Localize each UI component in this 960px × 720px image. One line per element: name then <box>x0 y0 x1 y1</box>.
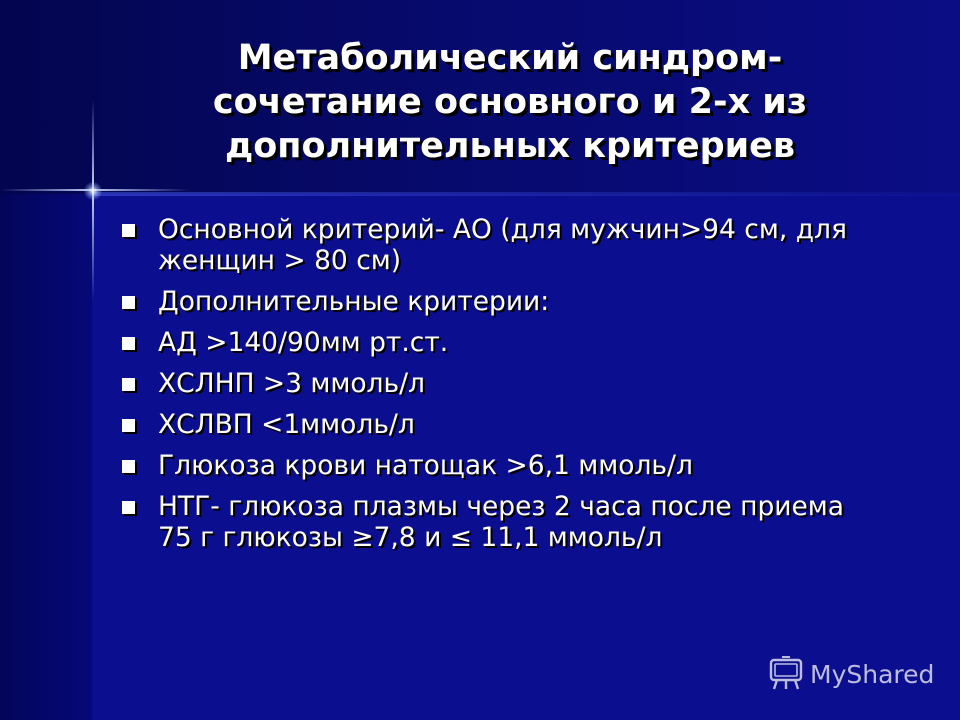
presentation-board-icon <box>768 656 804 692</box>
watermark-text: MyShared <box>810 659 935 689</box>
square-bullet-icon <box>122 296 135 309</box>
slide-title <box>100 36 920 168</box>
list-item-text: Основной критерий- АО (для мужчин>94 см, для женщин > 80 см) <box>158 214 847 276</box>
list-item-text: Дополнительные критерии: <box>158 286 550 317</box>
title-band-edge <box>92 192 960 196</box>
list-item <box>122 409 882 440</box>
list-item <box>122 491 882 553</box>
list-item <box>122 450 882 481</box>
list-item-text: АД >140/90мм рт.ст. <box>158 327 449 358</box>
list-item-text: ХСЛВП <1ммоль/л <box>158 409 415 440</box>
title-line-1: Метаболический синдром- <box>237 38 783 78</box>
list-item-text: НТГ- глюкоза плазмы через 2 часа после приема 75 г глюкозы ≥7,8 и ≤ 11,1 ммоль/л <box>158 491 845 553</box>
square-bullet-icon <box>122 224 135 237</box>
square-bullet-icon <box>122 378 135 391</box>
list-item <box>122 214 882 276</box>
square-bullet-icon <box>122 337 135 350</box>
square-bullet-icon <box>122 419 135 432</box>
flare-vertical-ray <box>92 100 94 300</box>
myshared-watermark <box>768 656 934 692</box>
title-line-3: дополнительных критериев <box>224 126 796 166</box>
flare-star-icon <box>84 182 102 200</box>
list-item-text: Глюкоза крови натощак >6,1 ммоль/л <box>158 450 693 481</box>
list-item <box>122 286 882 317</box>
title-line-2: сочетание основного и 2-х из <box>212 82 808 122</box>
list-item <box>122 327 882 358</box>
criteria-list <box>122 214 882 563</box>
list-item <box>122 368 882 399</box>
list-item-text: ХСЛНП >3 ммоль/л <box>158 368 425 399</box>
square-bullet-icon <box>122 501 135 514</box>
square-bullet-icon <box>122 460 135 473</box>
